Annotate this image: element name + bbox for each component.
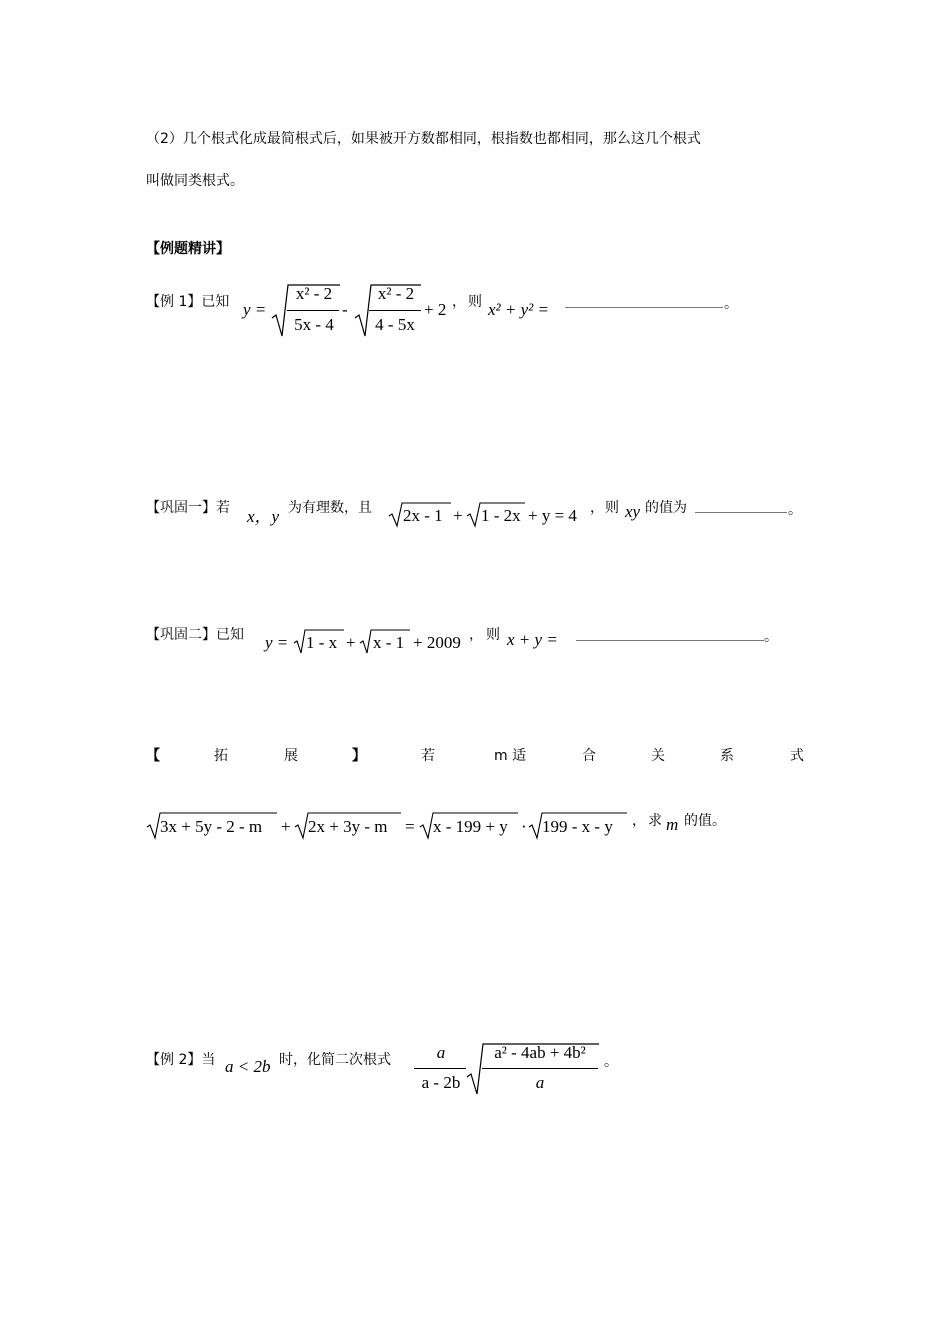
plus-two: + 2 [424, 300, 447, 319]
example-1-y-eq: y = [243, 300, 267, 319]
xy-expression: xy [625, 502, 641, 521]
radicand-3: x - 199 + y [433, 817, 508, 836]
answer-blank [576, 640, 764, 641]
period: 。 [764, 629, 778, 645]
fraction-bar [369, 310, 421, 311]
consolidate-2-tail: + 2009 [413, 633, 461, 652]
extension-char: 式 [790, 748, 804, 764]
radicand-b: 1 - 2x [481, 506, 521, 525]
fraction-1-numerator: x² - 2 [295, 284, 333, 303]
dot-operator: · [521, 817, 527, 836]
consolidate-2-label: 【巩固二】已知 [146, 627, 244, 643]
fraction-2-numerator: x² - 2 [377, 284, 415, 303]
comma: ， [469, 627, 483, 643]
minus-sign: - [342, 300, 348, 319]
radicand-b: x - 1 [373, 633, 405, 652]
plus-sign: + [453, 506, 463, 525]
fraction-bar [414, 1068, 466, 1069]
answer-blank [565, 307, 723, 308]
extension-char: 合 [582, 748, 596, 764]
example-1-label: 【例 1】已知 [146, 294, 230, 310]
extension-char: 关 [651, 748, 665, 764]
extension-char: 拓 [214, 748, 228, 764]
target-expression: x + y = [507, 630, 558, 649]
example-2-label: 【例 2】当 [146, 1052, 216, 1068]
fraction-1-denominator: 5x - 4 [294, 315, 334, 334]
fraction-bar [482, 1068, 598, 1069]
extension-char: 系 [720, 748, 734, 764]
tail-text: 的值。 [684, 813, 726, 829]
condition: a < 2b [225, 1057, 271, 1076]
period: 。 [604, 1054, 618, 1070]
ask-text: 求 [648, 813, 662, 829]
definition-line-2: 叫做同类根式。 [146, 173, 244, 189]
plus-sign: + [281, 817, 291, 836]
radicand-denominator: a [535, 1073, 545, 1092]
extension-char: 】 [352, 748, 366, 764]
radicand-4: 199 - x - y [542, 817, 613, 836]
fraction-bar [287, 310, 339, 311]
consolidate-1-label: 【巩固一】若 [146, 500, 230, 516]
extension-char: 若 [421, 748, 435, 764]
answer-blank [695, 512, 787, 513]
comma: ， [452, 294, 466, 310]
period: 。 [724, 296, 738, 312]
radicand-a: 2x - 1 [403, 506, 443, 525]
then-text: 则 [468, 294, 482, 310]
period: 。 [788, 502, 802, 518]
fraction-2-denominator: 4 - 5x [375, 315, 415, 334]
equals-sign: = [405, 817, 415, 836]
fraction-denominator: a - 2b [421, 1073, 461, 1092]
then-text: 则 [605, 500, 619, 516]
radicand-2: 2x + 3y - m [308, 817, 388, 836]
comma: ， [632, 813, 646, 829]
y-eq: y = [265, 633, 289, 652]
value-text: 的值为 [645, 500, 687, 516]
radicand-numerator: a² - 4ab + 4b² [494, 1043, 586, 1062]
definition-line-1: （2）几个根式化成最简根式后，如果被开方数都相同，根指数也都相同，那么这几个根式 [146, 131, 701, 147]
consolidate-1-tail: + y = 4 [528, 506, 577, 525]
variables-x-y: x，y [247, 507, 280, 526]
plus-sign: + [346, 633, 356, 652]
example-1-target: x² + y² = [488, 300, 549, 319]
fraction-numerator: a [436, 1043, 446, 1062]
m-variable: m [666, 815, 679, 834]
radicand-a: 1 - x [306, 633, 338, 652]
example-2-text: 时，化简二次根式 [279, 1052, 391, 1068]
section-title: 【例题精讲】 [146, 241, 230, 257]
extension-char-m: m 适 [494, 748, 527, 764]
then-text: 则 [486, 627, 500, 643]
extension-char: 展 [284, 748, 298, 764]
radicand-1: 3x + 5y - 2 - m [160, 817, 263, 836]
consolidate-1-text: 为有理数，且 [288, 500, 372, 516]
comma: ， [590, 500, 604, 516]
extension-char: 【 [146, 748, 160, 764]
